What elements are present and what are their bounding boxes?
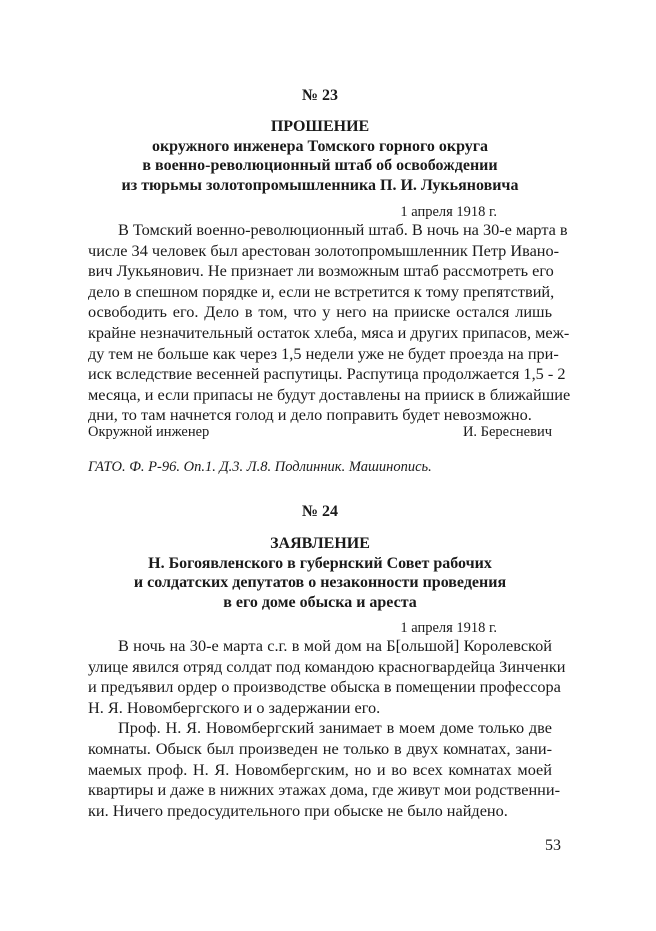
signature-name: И. Бересневич — [462, 424, 552, 440]
body-line: Н. Я. Новомбергского и о задержании его. — [88, 697, 381, 717]
archive-source: ГАТО. Ф. Р-96. Оп.1. Д.3. Л.8. Подлинник. Машинопись. — [88, 459, 432, 475]
body-line: месяца, и если припасы не будут доставлены на прииск в ближайшие — [88, 384, 571, 404]
title-line: из тюрьмы золотопромышленника П. И. Лукьяновича — [121, 176, 519, 194]
document-title — [88, 117, 552, 195]
body-line: освободить его. Дело в том, что у него на прииске остался лишь — [88, 302, 552, 322]
document-number: № 23 — [301, 87, 339, 104]
body-line: В ночь на 30-е марта с.г. в мой дом на Б[ольшой] Королевской — [118, 636, 552, 655]
body-line: Проф. Н. Я. Новомбергский занимает в моем доме только две — [118, 718, 552, 738]
document-body — [88, 220, 571, 426]
document-date: 1 апреля 1918 г. — [400, 620, 497, 636]
body-line: В Томский военно-революционный штаб. В ночь на 30-е марта в — [118, 220, 568, 239]
title-heading: ПРОШЕНИЕ — [270, 118, 370, 135]
body-line: дело в спешном порядке и, если не встретится к тому препятствий, — [88, 281, 555, 301]
body-line: комнаты. Обыск был произведен не только в двух комнатах, зани- — [88, 738, 552, 758]
title-line: и солдатских депутатов о незаконности проведения — [133, 574, 507, 591]
title-heading: ЗАЯВЛЕНИЕ — [270, 535, 370, 552]
document-title — [88, 534, 552, 612]
title-line: окружного инженера Томского горного округа — [151, 137, 489, 155]
page-number: 53 — [545, 837, 561, 854]
body-line: ду тем не больше как через 1,5 недели уже не будет проезда на при- — [88, 343, 559, 363]
document-body — [88, 636, 566, 821]
body-line: числе 34 человек был арестован золотопромышленник Петр Ивано- — [88, 240, 560, 260]
title-line: в военно-революционный штаб об освобождении — [142, 157, 498, 174]
body-line: квартиры и даже в нижних этажах дома, где живут мои родственни- — [88, 780, 561, 800]
document-date: 1 апреля 1918 г. — [400, 204, 497, 220]
title-line: в его доме обыска и ареста — [223, 593, 417, 611]
body-line: и предъявил ордер о производстве обыска в помещении профессора — [88, 677, 561, 697]
body-line: маемых проф. Н. Я. Новомбергским, но и во всех комнатах моей — [88, 759, 552, 779]
body-line: крайне незначительный остаток хлеба, мяса и других припасов, меж- — [88, 322, 570, 342]
signature-position: Окружной инженер — [88, 424, 210, 440]
body-line: улице явился отряд солдат под командою красногвардейца Зинченки — [88, 656, 566, 676]
body-line: иск вследствие весенней распутицы. Распутица продолжается 1,5 - 2 — [88, 364, 566, 384]
body-line: дни, то там начнется голод и дело поправить будет невозможно. — [88, 405, 532, 425]
title-line: Н. Богоявленского в губернский Совет рабочих — [148, 554, 492, 572]
body-line: вич Лукьянович. Не признает ли возможным штаб рассмотреть его — [88, 261, 554, 281]
document-number: № 24 — [301, 503, 339, 520]
body-line: ки. Ничего предосудительного при обыске не было найдено. — [88, 800, 508, 820]
